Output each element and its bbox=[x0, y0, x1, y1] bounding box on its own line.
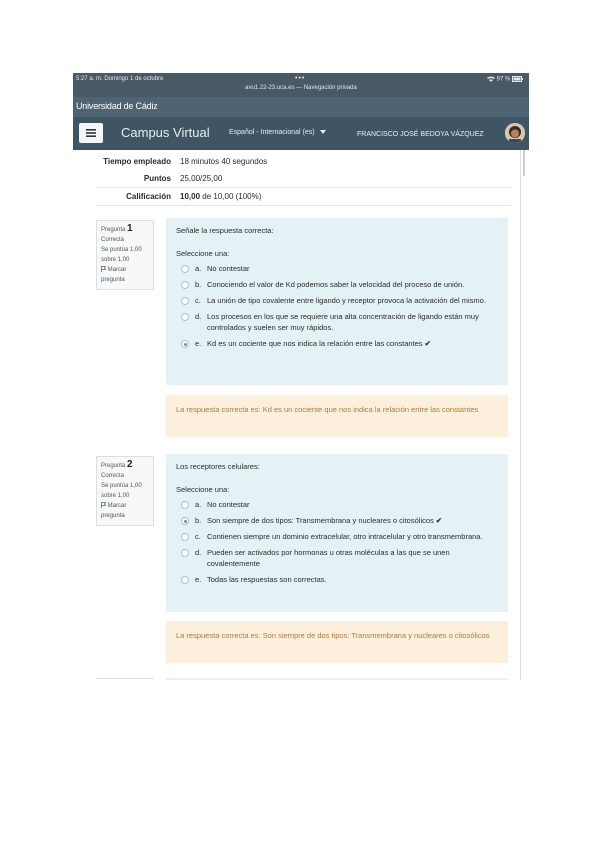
scrollbar-thumb[interactable] bbox=[523, 150, 525, 176]
top-navbar bbox=[73, 117, 529, 150]
language-selector[interactable] bbox=[229, 129, 326, 136]
option-text-wrap bbox=[207, 338, 498, 349]
battery-percent: 97 % bbox=[496, 76, 511, 83]
option-letter: c. bbox=[195, 296, 201, 305]
option-letter: c. bbox=[195, 532, 201, 541]
flag-label: Marcar pregunta bbox=[101, 503, 127, 519]
feedback-box-1 bbox=[166, 395, 508, 437]
summary-label: Calificación bbox=[126, 192, 171, 201]
question-label: Pregunta bbox=[101, 463, 126, 469]
option-letter: e. bbox=[195, 575, 202, 584]
screenshot-frame bbox=[73, 73, 529, 680]
question-score: Se puntúa 1,00 sobre 1,00 bbox=[101, 483, 142, 499]
summary-row-points bbox=[96, 170, 511, 188]
option-letter: b. bbox=[195, 516, 202, 525]
option-text: Son siempre de dos tipos: Transmembrana y nucleares o citosólicos bbox=[207, 516, 434, 525]
question-box-1 bbox=[166, 218, 508, 385]
flag-question-link[interactable] bbox=[101, 265, 150, 285]
correct-answer-feedback: La respuesta correcta es: Son siempre de dos tipos: Transmembrana y nucleares o citosólicos bbox=[176, 631, 490, 640]
page-content bbox=[73, 150, 529, 680]
status-time-date: 5:27 a. m. Domingo 1 de octubre bbox=[76, 76, 164, 82]
answer-option[interactable] bbox=[176, 311, 498, 333]
option-text: Los procesos en los que se requiere una alta concentración de ligando están muy controlados y suelen ser muy rápidos. bbox=[207, 312, 479, 332]
answer-option[interactable] bbox=[176, 279, 498, 290]
flag-label: Marcar pregunta bbox=[101, 267, 127, 283]
question-prompt: Los receptores celulares: bbox=[176, 462, 260, 471]
question-box-2 bbox=[166, 454, 508, 612]
option-text: No contestar bbox=[207, 500, 250, 509]
summary-label: Tiempo empleado bbox=[103, 157, 171, 166]
flag-question-link[interactable] bbox=[101, 501, 150, 521]
correct-check-icon: ✔ bbox=[424, 339, 431, 348]
feedback-box-2 bbox=[166, 621, 508, 663]
more-dots-icon[interactable]: ••• bbox=[295, 75, 306, 82]
summary-value: 25,00/25,00 bbox=[180, 174, 223, 183]
answer-option[interactable] bbox=[176, 499, 498, 510]
option-text-wrap bbox=[207, 515, 498, 526]
hamburger-menu-button[interactable] bbox=[79, 123, 103, 143]
battery-status bbox=[487, 76, 523, 83]
university-logo-text[interactable]: Universidad de Cádiz bbox=[76, 101, 158, 111]
next-question-info-edge bbox=[96, 678, 154, 680]
grade-value: 10,00 bbox=[180, 192, 201, 201]
user-photo-icon bbox=[505, 123, 525, 143]
question-state: Correcta bbox=[101, 237, 125, 243]
question-state: Correcta bbox=[101, 473, 125, 479]
user-menu-name[interactable]: FRANCISCO JOSÉ BEDOYA VÁZQUEZ bbox=[357, 131, 484, 138]
option-letter: d. bbox=[195, 548, 202, 557]
radio-button[interactable] bbox=[181, 576, 189, 584]
answer-option[interactable] bbox=[176, 531, 498, 542]
option-letter: e. bbox=[195, 339, 202, 348]
question-number: 1 bbox=[127, 223, 133, 234]
option-text: Contienen siempre un dominio extracelular, otro intracelular y otro transmembrana. bbox=[207, 532, 483, 541]
radio-button-selected[interactable] bbox=[181, 517, 189, 525]
next-question-box-edge bbox=[166, 678, 508, 680]
answer-option-selected[interactable] bbox=[176, 338, 498, 349]
radio-button[interactable] bbox=[181, 501, 189, 509]
summary-row-time bbox=[96, 153, 511, 170]
select-one-label: Seleccione una: bbox=[176, 485, 230, 494]
answer-option-selected[interactable] bbox=[176, 515, 498, 526]
option-letter: b. bbox=[195, 280, 202, 289]
status-bar bbox=[73, 73, 529, 97]
answer-option[interactable] bbox=[176, 574, 498, 585]
grade-total: de 10,00 (100%) bbox=[200, 192, 262, 201]
wifi-icon bbox=[487, 76, 495, 82]
university-header bbox=[73, 97, 529, 117]
question-label: Pregunta bbox=[101, 227, 126, 233]
address-bar[interactable]: avu1.22-23.uca.es — Navegación privada bbox=[245, 85, 357, 91]
flag-icon bbox=[101, 502, 106, 508]
option-text: Kd es un cociente que nos indica la relación entre las constantes bbox=[207, 339, 423, 348]
summary-label: Puntos bbox=[143, 174, 171, 183]
question-info-2 bbox=[96, 456, 154, 526]
caret-down-icon bbox=[320, 130, 326, 134]
avatar[interactable] bbox=[505, 123, 525, 143]
content-right-border bbox=[520, 150, 521, 680]
question-score: Se puntúa 1,00 sobre 1,00 bbox=[101, 247, 142, 263]
option-text: Conociendo el valor de Kd podemos saber la velocidad del proceso de unión. bbox=[207, 280, 465, 289]
radio-button[interactable] bbox=[181, 549, 189, 557]
option-text: Pueden ser activados por hormonas u otras moléculas a las que se unen covalentemente bbox=[207, 548, 450, 568]
radio-button[interactable] bbox=[181, 533, 189, 541]
summary-value: 18 minutos 40 segundos bbox=[180, 157, 268, 166]
option-letter: d. bbox=[195, 312, 202, 321]
summary-row-grade bbox=[96, 188, 511, 206]
option-text: No contestar bbox=[207, 264, 250, 273]
correct-check-icon: ✔ bbox=[435, 516, 443, 525]
answer-option[interactable] bbox=[176, 547, 498, 569]
flag-icon bbox=[101, 266, 106, 272]
radio-button[interactable] bbox=[181, 297, 189, 305]
option-text: Todas las respuestas son correctas. bbox=[207, 575, 327, 584]
option-letter: a. bbox=[195, 500, 202, 509]
select-one-label: Seleccione una: bbox=[176, 249, 230, 258]
correct-answer-feedback: La respuesta correcta es: Kd es un cociente que nos indica la relación entre las constantes bbox=[176, 405, 479, 414]
battery-icon bbox=[512, 76, 523, 82]
radio-button[interactable] bbox=[181, 313, 189, 321]
question-prompt: Señale la respuesta correcta: bbox=[176, 226, 274, 235]
radio-button[interactable] bbox=[181, 265, 189, 273]
hamburger-icon bbox=[86, 129, 96, 137]
radio-button-selected[interactable] bbox=[181, 340, 189, 348]
site-brand[interactable]: Campus Virtual bbox=[121, 125, 210, 140]
question-info-1 bbox=[96, 220, 154, 290]
language-label: Español - Internacional (es) bbox=[229, 129, 315, 136]
attempt-summary-table bbox=[96, 153, 511, 206]
option-letter: a. bbox=[195, 264, 202, 273]
option-text: La unión de tipo covalente entre ligando y receptor provoca la activación del mismo. bbox=[207, 296, 486, 305]
question-number: 2 bbox=[127, 459, 133, 470]
answer-option[interactable] bbox=[176, 263, 498, 274]
summary-value bbox=[176, 188, 511, 205]
radio-button[interactable] bbox=[181, 281, 189, 289]
answer-option[interactable] bbox=[176, 295, 498, 306]
